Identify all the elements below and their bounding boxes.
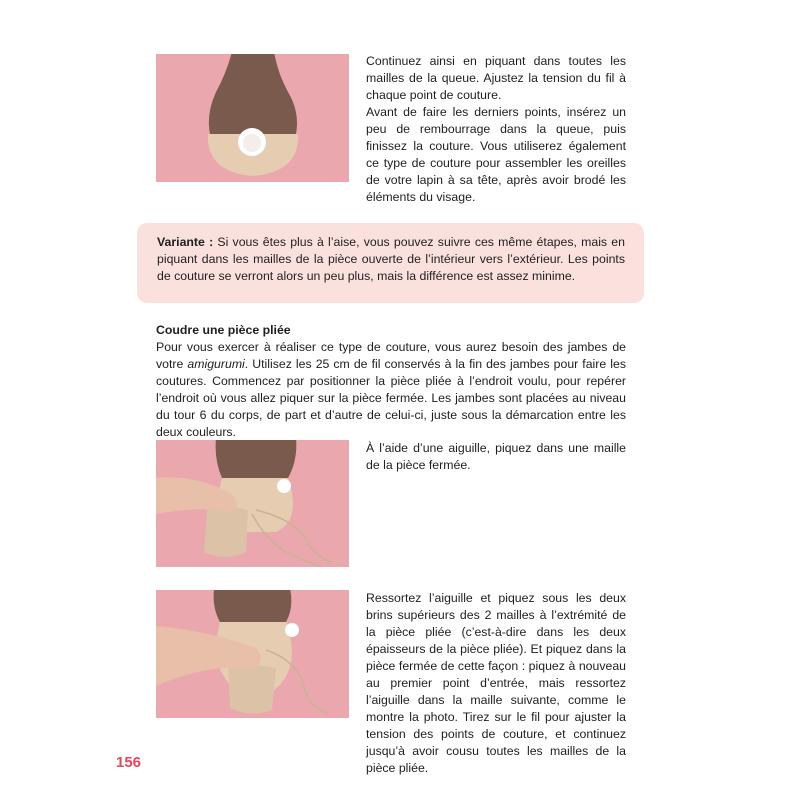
- coudre-intro: Pour vous exercer à réaliser ce type de couture, vous aurez besoin des jambes de votre amigurumi. Utilisez les 25 cm de fil conservés à la fin des jambes pour faire les coutures. Commencez par positionner la pièce pliée à l’endroit voulu, pour repérer l’endroit où vous allez piquer sur la pièce fermée. Les jambes sont placées au niveau du tour 6 du corps, de part et d’autre de celui-ci, juste sous la démarcation entre les deux couleurs.: [156, 340, 626, 439]
- section1-para1: Continuez ainsi en piquant dans toutes les mailles de la queue. Ajustez la tension du fil à chaque point de couture.: [366, 54, 626, 102]
- photo-step1: [156, 440, 349, 567]
- step1-para: À l’aide d’une aiguille, piquez dans une maille de la pièce fermée.: [366, 441, 626, 472]
- photo-step2: [156, 590, 349, 718]
- section1-text: [366, 53, 626, 206]
- variante-text: [157, 234, 625, 285]
- coudre-heading: Coudre une pièce pliée: [156, 323, 291, 337]
- coudre-intro-italic: amigurumi: [187, 357, 245, 371]
- page-number: 156: [116, 754, 142, 771]
- variante-label: Variante :: [157, 235, 214, 249]
- step1-text: [366, 440, 626, 474]
- variante-body: Si vous êtes plus à l’aise, vous pouvez suivre ces même étapes, mais en piquant dans les mailles de la pièce ouverte de l’intérieur vers l’extérieur. Les points de couture se verront alors un peu plus, mais la différence est assez minime.: [157, 235, 625, 283]
- photo-bunny-tail: [156, 54, 349, 182]
- section1-para2: Avant de faire les derniers points, insérez un peu de rembourrage dans la queue, puis finissez la couture. Vous utiliserez également ce type de couture pour assembler les oreilles de votre lapin à sa tête, après avoir brodé les éléments du visage.: [366, 105, 626, 204]
- step2-text: [366, 590, 626, 777]
- variante-box: [137, 223, 644, 303]
- step2-para: Ressortez l’aiguille et piquez sous les deux brins supérieurs des 2 mailles à l’extrémité de la pièce pliée (c’est-à-dire dans les deux épaisseurs de la pièce pliée). Et piquez dans la pièce fermée de cette façon : piquez à nouveau au premier point d’entrée, mais ressortez l’aiguille dans la maille suivante, comme le montre la photo. Tirez sur le fil pour ajuster la tension des points de couture, et continuez jusqu’à avoir cousu toutes les mailles de la pièce pliée.: [366, 591, 626, 775]
- coudre-section: [156, 322, 626, 441]
